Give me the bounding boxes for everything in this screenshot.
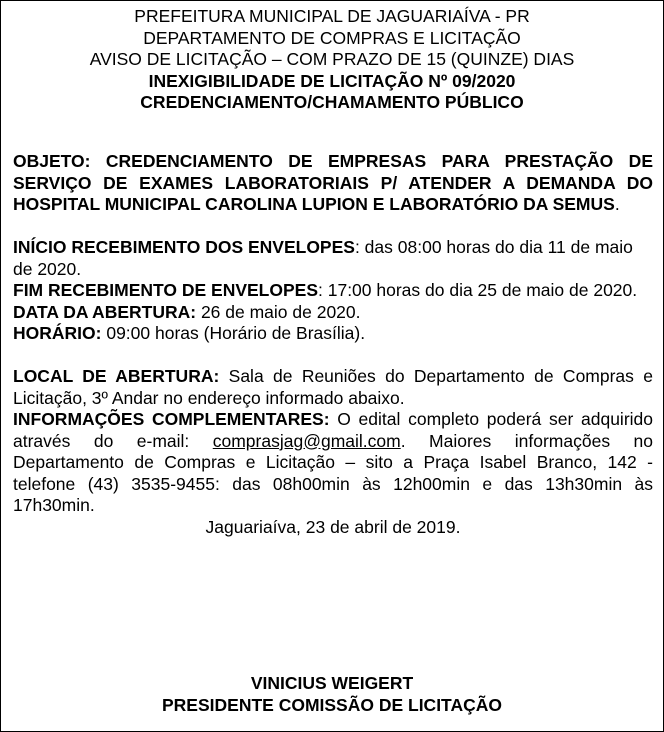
info-text-after: . Maiores informações no Departamento de Compras e Licitação – sito a Praça Isabel Branco, 142 - telefone (43) 3535-9455: das 08h00min às 12h00min e das 13h30min às 17h30min.	[13, 430, 653, 515]
process-number-line: INEXIGIBILIDADE DE LICITAÇÃO Nº 09/2020	[148, 70, 516, 91]
inicio-label: INÍCIO RECEBIMENTO DOS ENVELOPES	[13, 237, 355, 257]
signature-block	[1, 673, 663, 716]
local-value: Sala de Reuniões do Departamento de Compras e Licitação, 3º Andar no endereço informado abaixo.	[13, 366, 653, 408]
horario-label: HORÁRIO:	[13, 323, 102, 343]
fim-label: FIM RECEBIMENTO DE ENVELOPES	[13, 280, 318, 300]
inicio-value: : das 08:00 horas do dia 11 de maio de 2020.	[13, 237, 633, 279]
data-abertura-value: 26 de maio de 2020.	[196, 301, 361, 322]
email-link[interactable]: comprasjag@gmail.com	[212, 430, 401, 451]
horario-paragraph	[13, 323, 653, 345]
horario-value: 09:00 horas (Horário de Brasília).	[101, 323, 366, 343]
notice-type-line: AVISO DE LICITAÇÃO – COM PRAZO DE 15 (QUINZE) DIAS	[89, 49, 575, 69]
signatory-name: VINICIUS WEIGERT	[250, 673, 414, 693]
objeto-text: OBJETO: CREDENCIAMENTO DE EMPRESAS PARA PRESTAÇÃO DE SERVIÇO DE EXAMES LABORATORIAIS P/ ATENDER A DEMANDA DO HOSPITAL MUNICIPAL CAROLINA LUPION E LABORATÓRIO DA SEMUS	[13, 151, 653, 214]
department-line: DEPARTAMENTO DE COMPRAS E LICITAÇÃO	[143, 27, 521, 48]
fim-paragraph	[13, 280, 653, 302]
data-abertura-paragraph	[13, 302, 653, 324]
objeto-paragraph	[13, 151, 653, 216]
place-date: Jaguariaíva, 23 de abril de 2019.	[205, 516, 461, 537]
info-text-before: O edital completo poderá ser adquirido através do e-mail:	[13, 409, 653, 451]
signatory-role: PRESIDENTE COMISSÃO DE LICITAÇÃO	[162, 694, 502, 715]
local-label: LOCAL DE ABERTURA:	[13, 366, 220, 386]
modality-line: CREDENCIAMENTO/CHAMAMENTO PÚBLICO	[140, 92, 524, 112]
notice-header	[1, 6, 663, 114]
fim-value: : 17:00 horas do dia 25 de maio de 2020.	[318, 280, 638, 300]
notice-body	[13, 151, 653, 538]
inicio-paragraph	[13, 237, 653, 280]
spacer	[13, 216, 653, 238]
spacer	[13, 345, 653, 367]
objeto-end: .	[614, 194, 620, 214]
local-paragraph	[13, 366, 653, 409]
data-abertura-label: DATA DA ABERTURA:	[13, 301, 197, 322]
info-label: INFORMAÇÕES COMPLEMENTARES:	[13, 409, 330, 429]
info-paragraph	[13, 409, 653, 517]
municipality-line: PREFEITURA MUNICIPAL DE JAGUARIAÍVA - PR	[134, 6, 530, 26]
